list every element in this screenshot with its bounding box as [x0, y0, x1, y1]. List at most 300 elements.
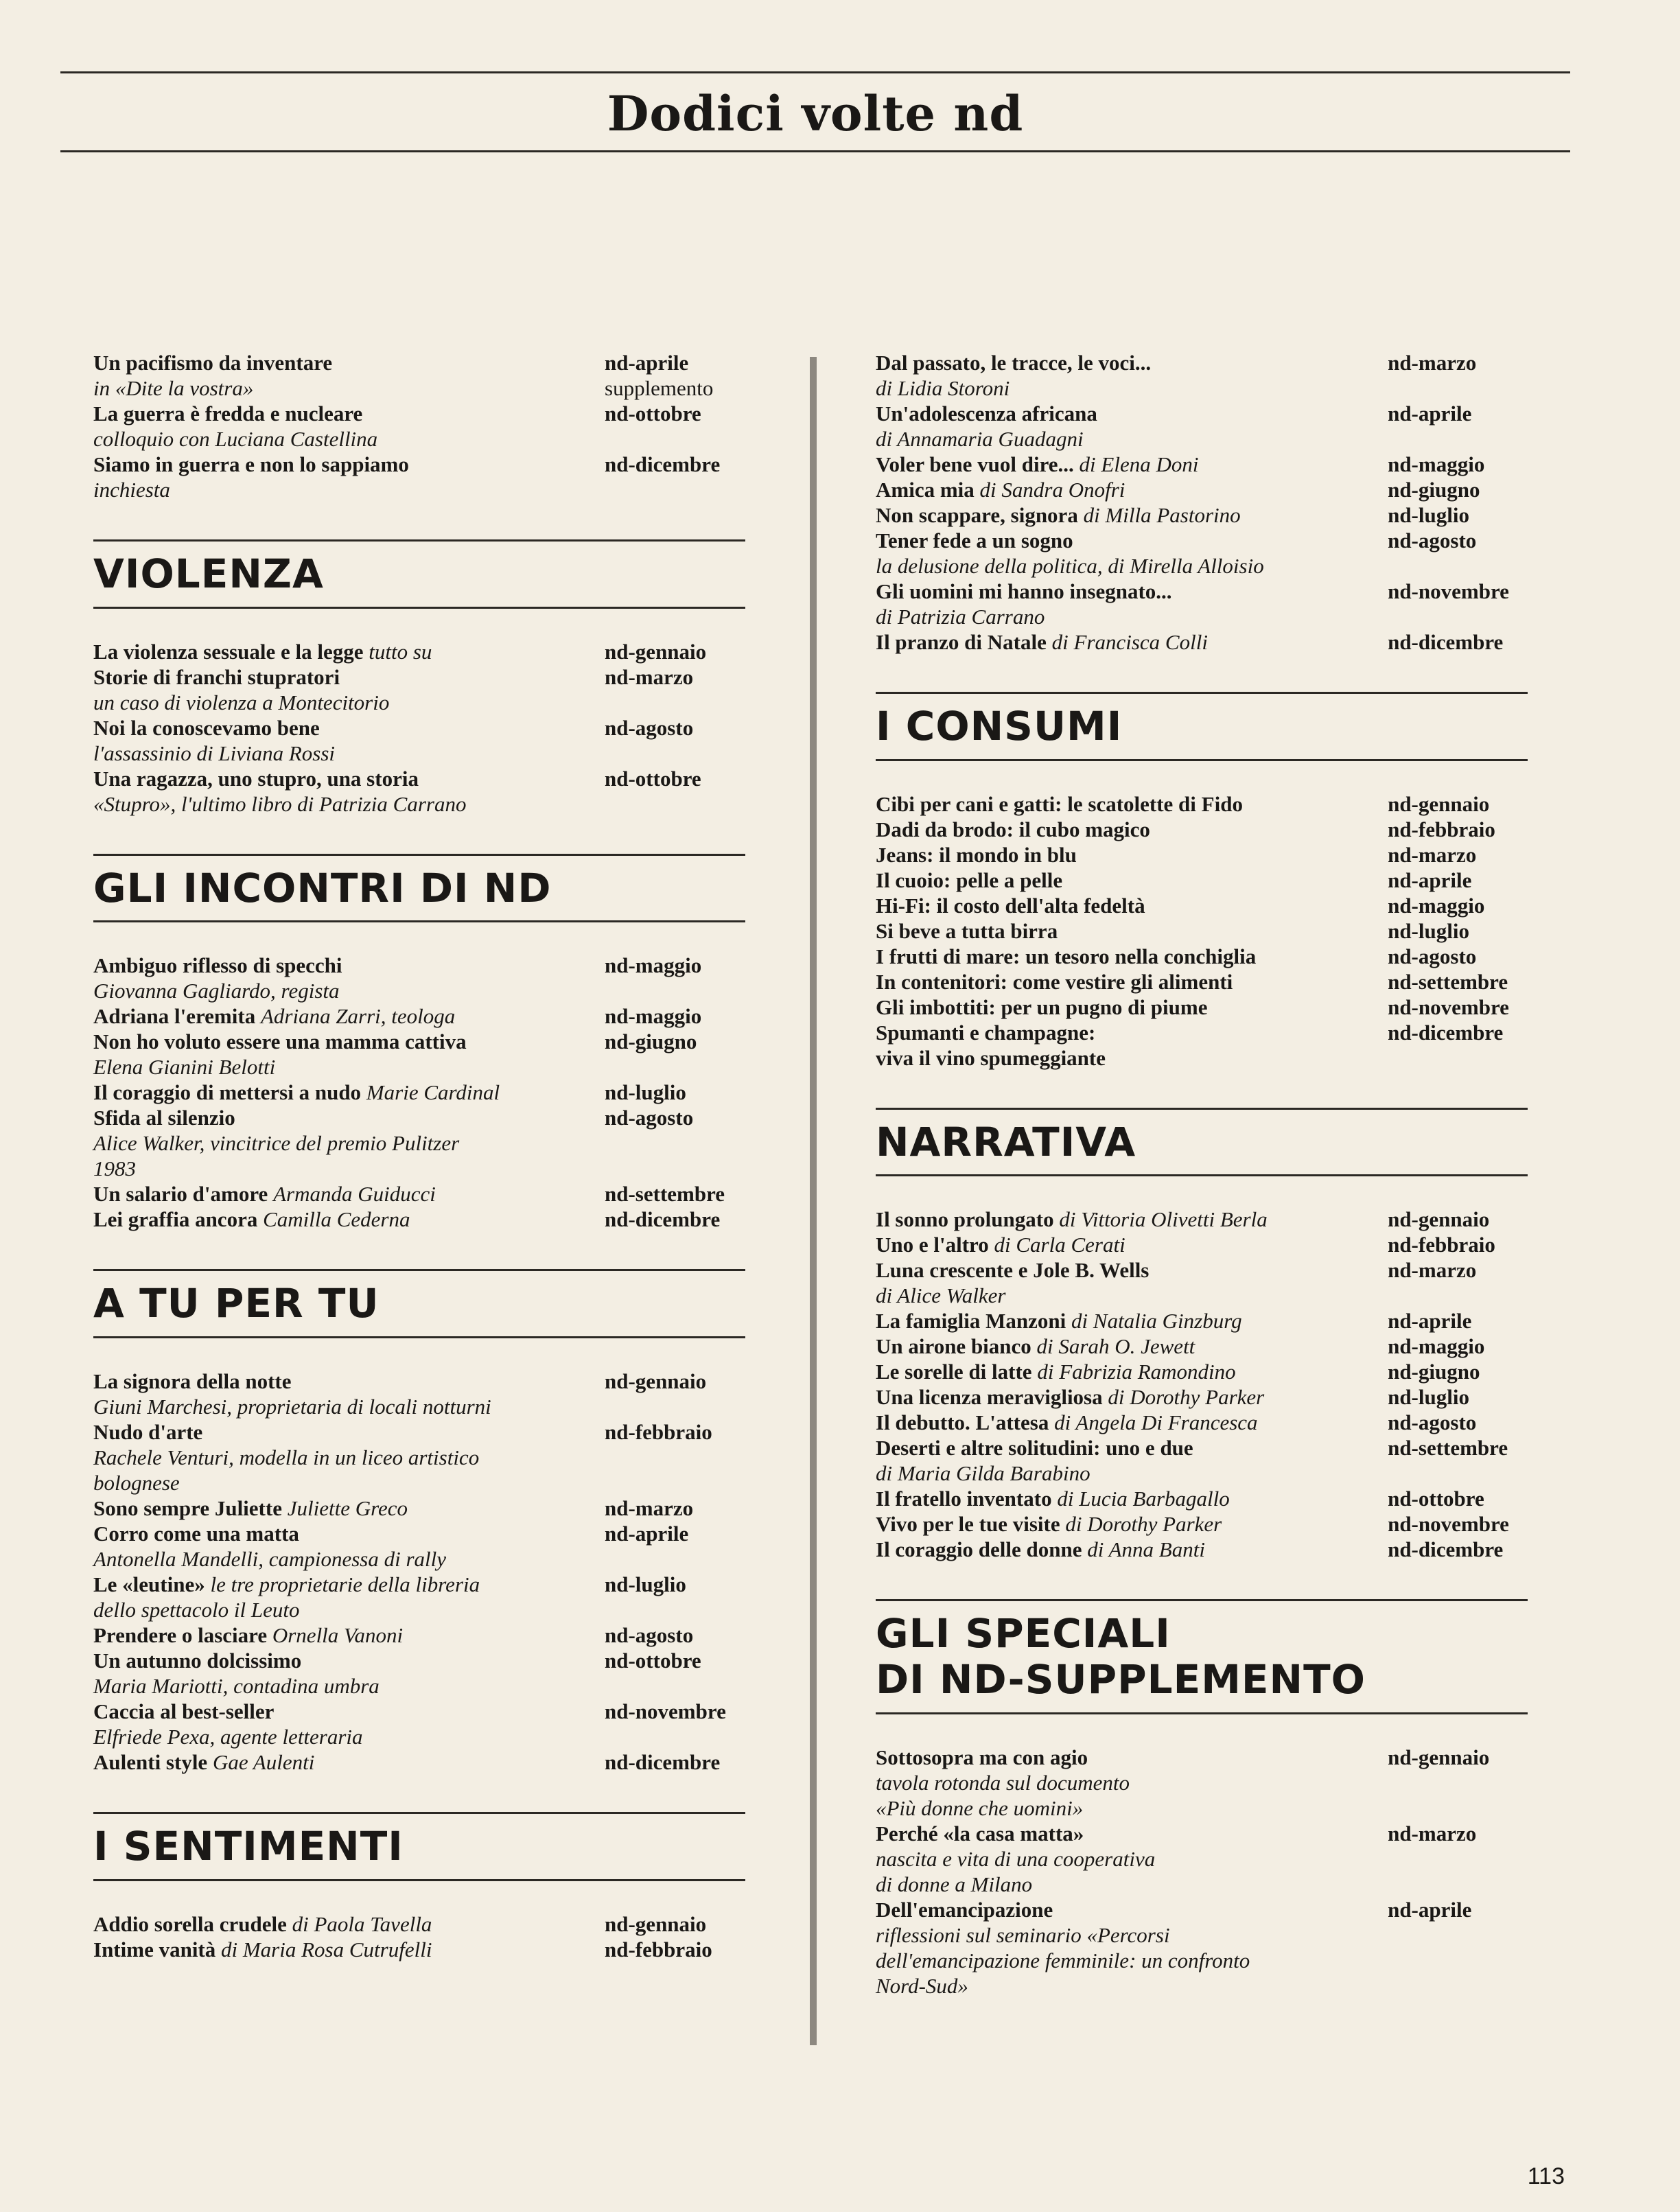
- list-item: [876, 918, 1528, 944]
- issue-month: nd-giugno: [1388, 1360, 1480, 1384]
- issue-month: nd-agosto: [1388, 1410, 1477, 1435]
- entry-title-block: [876, 1435, 1388, 1486]
- issue-month: nd-maggio: [1388, 893, 1485, 918]
- entry-author: tutto su: [369, 639, 432, 664]
- entry-line: Sottosopra ma con agio: [876, 1745, 1088, 1769]
- list-item: [93, 664, 745, 715]
- entry-line: Non ho voluto essere una mamma cattiva: [93, 1029, 467, 1054]
- issue-month: nd-giugno: [605, 1029, 697, 1054]
- section-heading: [876, 1599, 1528, 1714]
- entry-line: Nord-Sud»: [876, 1973, 968, 1998]
- issue-month: nd-marzo: [1388, 1258, 1477, 1283]
- entry-line: Una licenza meravigliosa di Dorothy Parker: [876, 1385, 1265, 1410]
- list-item: [876, 1020, 1528, 1071]
- entry-line: Luna crescente e Jole B. Wells: [876, 1258, 1150, 1283]
- entry-line: inchiesta: [93, 478, 170, 502]
- entry-title-block: [93, 1521, 605, 1572]
- section: [876, 1599, 1528, 1998]
- entry-line: In contenitori: come vestire gli alimenti: [876, 969, 1233, 994]
- entry-line: dello spettacolo il Leuto: [93, 1598, 300, 1622]
- issue-month: nd-maggio: [1388, 452, 1485, 476]
- issue-month: nd-marzo: [605, 1496, 694, 1521]
- issue-month: nd-settembre: [1388, 969, 1508, 994]
- entry-title-block: [876, 1257, 1388, 1308]
- section-title: I SENTIMENTI: [93, 1823, 404, 1870]
- issue-month: nd-febbraio: [605, 1937, 712, 1961]
- entry-line: un caso di violenza a Montecitorio: [93, 690, 390, 714]
- issue-month: nd-maggio: [605, 953, 702, 978]
- entry-line: Le «leutine» le tre proprietarie della libreria: [93, 1572, 480, 1597]
- issue-month: nd-aprile: [605, 1522, 689, 1546]
- issue-month: nd-novembre: [1388, 579, 1509, 603]
- entry-line: Le sorelle di latte di Fabrizia Ramondino: [876, 1360, 1236, 1384]
- list-item: [93, 1699, 745, 1749]
- list-item: [93, 1003, 745, 1029]
- entry-line: La guerra è fredda e nucleare: [93, 401, 363, 426]
- entry-line: Il debutto. L'attesa di Angela Di Francesca: [876, 1410, 1258, 1435]
- page-header: [60, 71, 1570, 152]
- entry-title-block: [93, 715, 605, 766]
- list-item: [876, 1511, 1528, 1537]
- page-title: Dodici volte nd: [607, 85, 1024, 142]
- entry-author: Gae Aulenti: [212, 1750, 315, 1775]
- entry-line: Amica mia di Sandra Onofri: [876, 478, 1125, 502]
- entry-line: Spumanti e champagne:: [876, 1020, 1096, 1045]
- entry-title-block: [876, 1897, 1388, 1999]
- issue-month: nd-ottobre: [605, 766, 701, 791]
- issue-month: nd-febbraio: [1388, 817, 1495, 841]
- entry-line: «Più donne che uomini»: [876, 1795, 1084, 1820]
- issue-month: nd-maggio: [605, 1004, 702, 1029]
- section-title: GLI INCONTRI DI ND: [93, 864, 552, 911]
- entry-line: «Stupro», l'ultimo libro di Patrizia Carrano: [93, 791, 467, 816]
- issue-month: nd-aprile supplemento: [605, 351, 714, 400]
- entry-title-block: [93, 1699, 605, 1749]
- section-title: A TU PER TU: [93, 1280, 380, 1327]
- entry-author: di Anna Banti: [1087, 1537, 1205, 1562]
- entry-author: di Milla Pastorino: [1083, 503, 1241, 527]
- list-item: [93, 1369, 745, 1419]
- entry-line: viva il vino spumeggiante: [876, 1045, 1106, 1070]
- section-heading: [93, 854, 745, 923]
- entry-title-block: [93, 1207, 605, 1232]
- entry-title-block: [93, 1622, 605, 1648]
- list-item: [876, 350, 1528, 401]
- entry-title-block: [876, 1821, 1388, 1897]
- list-item: [876, 817, 1528, 842]
- list-item: [876, 1410, 1528, 1435]
- section: [93, 1812, 745, 1962]
- list-item: [876, 1257, 1528, 1308]
- entry-line: Storie di franchi stupratori: [93, 664, 340, 689]
- entry-title-block: [876, 1207, 1388, 1232]
- entry-line: Lei graffia ancora Camilla Cederna: [93, 1207, 410, 1232]
- list-item: [876, 502, 1528, 528]
- list-item: [93, 1622, 745, 1648]
- entry-line: Cibi per cani e gatti: le scatolette di Fido: [876, 791, 1243, 816]
- list-item: [876, 868, 1528, 893]
- issue-month: nd-febbraio: [1388, 1233, 1495, 1257]
- entry-line: La signora della notte: [93, 1369, 292, 1394]
- entry-line: Dadi da brodo: il cubo magico: [876, 817, 1150, 841]
- entry-line: Si beve a tutta birra: [876, 918, 1058, 943]
- list-item: [93, 1937, 745, 1962]
- entry-line: Perché «la casa matta»: [876, 1821, 1084, 1846]
- section: [93, 1269, 745, 1775]
- list-item: [93, 766, 745, 817]
- entry-author: Juliette Greco: [287, 1496, 408, 1521]
- issue-month: nd-marzo: [605, 664, 694, 689]
- issue-month: nd-settembre: [1388, 1436, 1508, 1460]
- entry-title-block: [876, 1232, 1388, 1257]
- entry-line: Giovanna Gagliardo, regista: [93, 979, 340, 1003]
- entry-author: di Natalia Ginzburg: [1071, 1309, 1242, 1334]
- entry-line: Gli imbottiti: per un pugno di piume: [876, 994, 1208, 1019]
- issue-month: nd-marzo: [1388, 842, 1477, 867]
- entry-author: di Francisca Colli: [1051, 630, 1208, 654]
- entry-line: Aulenti style Gae Aulenti: [93, 1750, 315, 1775]
- issue-month: nd-ottobre: [605, 401, 701, 426]
- issue-month: nd-aprile: [1388, 868, 1472, 892]
- list-item: [876, 893, 1528, 918]
- list-item: [876, 452, 1528, 477]
- entry-title-block: [876, 893, 1388, 918]
- section: [876, 350, 1528, 655]
- entry-title-block: [93, 1572, 605, 1622]
- entry-author: di Sarah O. Jewett: [1036, 1334, 1195, 1359]
- entry-title-block: [93, 953, 605, 1003]
- entry-line: Un'adolescenza africana: [876, 401, 1097, 426]
- issue-month: nd-marzo: [1388, 1821, 1477, 1846]
- list-item: [876, 1486, 1528, 1511]
- entry-title-block: [876, 1334, 1388, 1359]
- entry-line: Gli uomini mi hanno insegnato...: [876, 579, 1172, 603]
- list-item: [876, 1745, 1528, 1821]
- issue-month: nd-gennaio: [1388, 791, 1490, 816]
- list-item: [93, 1181, 745, 1207]
- entry-title-block: [876, 842, 1388, 868]
- entry-line: Sfida al silenzio: [93, 1106, 235, 1130]
- section-title: VIOLENZA: [93, 550, 324, 597]
- entry-line: Adriana l'eremita Adriana Zarri, teologa: [93, 1004, 456, 1029]
- entry-title-block: [876, 477, 1388, 502]
- entry-line: Tener fede a un sogno: [876, 528, 1073, 552]
- issue-month: nd-gennaio: [1388, 1207, 1490, 1232]
- section-heading: [93, 1812, 745, 1881]
- list-item: [876, 401, 1528, 452]
- entry-title-block: [93, 1937, 605, 1962]
- issue-month: nd-marzo: [1388, 351, 1477, 375]
- issue-month: nd-aprile: [1388, 1309, 1472, 1334]
- section-title: GLI SPECIALI: [876, 1610, 1171, 1657]
- list-item: [93, 1521, 745, 1572]
- page-number: 113: [1527, 2163, 1565, 2189]
- entry-title-block: [876, 1384, 1388, 1410]
- entry-author: Adriana Zarri, teologa: [260, 1004, 456, 1029]
- left-column: [93, 350, 745, 1962]
- column-divider: [810, 357, 817, 2045]
- entry-line: Addio sorella crudele di Paola Tavella: [93, 1911, 432, 1936]
- list-item: [93, 401, 745, 452]
- entry-author: le tre proprietarie della libreria: [210, 1572, 480, 1597]
- entry-line: Noi la conoscevamo bene: [93, 715, 320, 740]
- entry-line: Jeans: il mondo in blu: [876, 842, 1077, 867]
- entry-line: La violenza sessuale e la legge tutto su: [93, 639, 432, 664]
- entry-line: Corro come una matta: [93, 1522, 299, 1546]
- entry-title-block: [876, 1308, 1388, 1334]
- issue-month: nd-settembre: [605, 1182, 725, 1207]
- entry-author: Armanda Guiducci: [273, 1182, 436, 1207]
- entry-author: di Angela Di Francesca: [1054, 1410, 1258, 1435]
- entry-line: Ambiguo riflesso di specchi: [93, 953, 342, 978]
- entry-line: Siamo in guerra e non lo sappiamo: [93, 452, 409, 476]
- issue-month: nd-ottobre: [1388, 1487, 1484, 1511]
- issue-month: nd-dicembre: [605, 1750, 721, 1775]
- entry-title-block: [876, 1537, 1388, 1562]
- list-item: [93, 1495, 745, 1521]
- entry-line: Dell'emancipazione: [876, 1897, 1053, 1922]
- entry-line: Il coraggio delle donne di Anna Banti: [876, 1537, 1205, 1562]
- list-item: [93, 1080, 745, 1105]
- entry-line: Prendere o lasciare Ornella Vanoni: [93, 1623, 404, 1648]
- entry-line: Elena Gianini Belotti: [93, 1055, 276, 1080]
- entry-title-block: [876, 1359, 1388, 1384]
- issue-month: nd-luglio: [605, 1572, 686, 1597]
- entry-title-block: [876, 918, 1388, 944]
- issue-month: nd-agosto: [605, 1106, 694, 1130]
- issue-month: nd-aprile: [1388, 401, 1472, 426]
- list-item: [876, 1384, 1528, 1410]
- list-item: [876, 944, 1528, 969]
- list-item: [876, 1359, 1528, 1384]
- entry-title-block: [876, 791, 1388, 817]
- entry-line: Nudo d'arte: [93, 1420, 203, 1445]
- entry-line: Il pranzo di Natale di Francisca Colli: [876, 630, 1208, 654]
- list-item: [876, 1897, 1528, 1999]
- entry-author: Ornella Vanoni: [272, 1623, 404, 1648]
- entry-title-block: [93, 766, 605, 817]
- issue-month: nd-dicembre: [605, 452, 721, 476]
- section-heading: [876, 1108, 1528, 1177]
- entry-title-block: [876, 1020, 1388, 1071]
- issue-month: nd-agosto: [1388, 944, 1477, 968]
- section: [876, 1108, 1528, 1563]
- entry-line: Antonella Mandelli, campionessa di rally: [93, 1547, 447, 1572]
- entry-author: di Fabrizia Ramondino: [1037, 1360, 1236, 1384]
- list-item: [93, 1207, 745, 1232]
- entry-title-block: [876, 502, 1388, 528]
- entry-title-block: [876, 868, 1388, 893]
- entry-line: Voler bene vuol dire... di Elena Doni: [876, 452, 1199, 476]
- section: [93, 539, 745, 817]
- entry-title-block: [93, 664, 605, 715]
- entry-title-block: [93, 1495, 605, 1521]
- entry-author: Camilla Cederna: [263, 1207, 410, 1232]
- entry-line: tavola rotonda sul documento: [876, 1770, 1130, 1795]
- list-item: [93, 1648, 745, 1699]
- issue-month: nd-luglio: [1388, 1385, 1469, 1410]
- entry-line: Maria Mariotti, contadina umbra: [93, 1674, 380, 1699]
- issue-month: nd-gennaio: [605, 1369, 707, 1394]
- entry-line: Alice Walker, vincitrice del premio Pulitzer: [93, 1131, 460, 1156]
- list-item: [876, 1435, 1528, 1486]
- entry-title-block: [93, 1369, 605, 1419]
- issue-month: nd-dicembre: [1388, 1537, 1504, 1562]
- section-title: I CONSUMI: [876, 703, 1123, 749]
- entry-line: dell'emancipazione femminile: un confronto: [876, 1948, 1250, 1972]
- issue-month: nd-luglio: [1388, 918, 1469, 943]
- entry-line: Elfriede Pexa, agente letteraria: [93, 1725, 363, 1749]
- entry-line: Una ragazza, uno stupro, una storia: [93, 766, 419, 791]
- list-item: [93, 953, 745, 1003]
- entry-line: di Maria Gilda Barabino: [876, 1461, 1090, 1486]
- list-item: [876, 629, 1528, 655]
- entry-title-block: [93, 639, 605, 664]
- entry-author: di Dorothy Parker: [1108, 1385, 1265, 1410]
- entry-title-block: [93, 1080, 605, 1105]
- entry-title-block: [93, 1181, 605, 1207]
- entry-title-block: [93, 1419, 605, 1495]
- list-item: [876, 791, 1528, 817]
- entry-line: bolognese: [93, 1471, 180, 1495]
- entry-line: Non scappare, signora di Milla Pastorino: [876, 503, 1241, 527]
- entry-title-block: [876, 629, 1388, 655]
- list-item: [93, 1749, 745, 1775]
- entry-line: 1983: [93, 1156, 136, 1181]
- list-item: [876, 1232, 1528, 1257]
- entry-line: Il coraggio di mettersi a nudo Marie Cardinal: [93, 1080, 500, 1105]
- entry-line: Il cuoio: pelle a pelle: [876, 868, 1063, 892]
- entry-line: La famiglia Manzoni di Natalia Ginzburg: [876, 1309, 1242, 1334]
- section: [93, 854, 745, 1233]
- entry-line: Deserti e altre solitudini: uno e due: [876, 1436, 1193, 1460]
- list-item: [876, 528, 1528, 579]
- list-item: [876, 579, 1528, 629]
- entry-line: di Lidia Storoni: [876, 376, 1010, 400]
- entry-author: di Maria Rosa Cutrufelli: [221, 1937, 432, 1961]
- entry-title-block: [93, 1648, 605, 1699]
- entry-title-block: [93, 1105, 605, 1181]
- entry-title-block: [876, 1486, 1388, 1511]
- issue-month: nd-agosto: [605, 1623, 694, 1648]
- issue-month: nd-febbraio: [605, 1420, 712, 1445]
- entry-line: Il fratello inventato di Lucia Barbagallo: [876, 1487, 1230, 1511]
- entry-title-block: [876, 969, 1388, 994]
- issue-month: nd-novembre: [1388, 1512, 1509, 1537]
- entry-title-block: [876, 401, 1388, 452]
- entry-title-block: [876, 817, 1388, 842]
- entry-author: di Dorothy Parker: [1065, 1512, 1222, 1537]
- entry-author: di Elena Doni: [1079, 452, 1199, 476]
- section-heading: [876, 692, 1528, 761]
- entry-author: di Vittoria Olivetti Berla: [1059, 1207, 1268, 1232]
- list-item: [876, 477, 1528, 502]
- entry-line: di Patrizia Carrano: [876, 605, 1045, 629]
- entry-title-block: [876, 1511, 1388, 1537]
- list-item: [876, 1334, 1528, 1359]
- entry-line: Caccia al best-seller: [93, 1699, 275, 1724]
- issue-month: nd-luglio: [1388, 503, 1469, 527]
- entry-line: Dal passato, le tracce, le voci...: [876, 351, 1152, 375]
- entry-title-block: [876, 452, 1388, 477]
- issue-month: nd-dicembre: [605, 1207, 721, 1232]
- issue-month: nd-agosto: [605, 715, 694, 740]
- list-item: [93, 350, 745, 401]
- issue-month: nd-gennaio: [605, 639, 707, 664]
- entry-line: di Alice Walker: [876, 1283, 1006, 1308]
- entry-line: l'assassinio di Liviana Rossi: [93, 741, 335, 765]
- list-item: [876, 1207, 1528, 1232]
- issue-month: nd-gennaio: [605, 1911, 707, 1936]
- entry-line: Rachele Venturi, modella in un liceo artistico: [93, 1445, 480, 1470]
- entry-line: di Annamaria Guadagni: [876, 427, 1084, 451]
- right-column: [876, 350, 1528, 1999]
- entry-title-block: [93, 452, 605, 502]
- list-item: [876, 1821, 1528, 1897]
- entry-title-block: [876, 994, 1388, 1020]
- list-item: [876, 1537, 1528, 1562]
- list-item: [876, 1308, 1528, 1334]
- section-heading: [93, 539, 745, 609]
- entry-title-block: [876, 350, 1388, 401]
- list-item: [93, 715, 745, 766]
- entry-line: Un pacifismo da inventare: [93, 351, 333, 375]
- entry-title-block: [876, 579, 1388, 629]
- entry-line: Vivo per le tue visite di Dorothy Parker: [876, 1512, 1222, 1537]
- entry-title-block: [876, 528, 1388, 579]
- header-rule-top: [60, 71, 1570, 73]
- entry-title-block: [876, 1410, 1388, 1435]
- section: [876, 692, 1528, 1071]
- entry-author: Marie Cardinal: [366, 1080, 500, 1105]
- issue-month: nd-agosto: [1388, 528, 1477, 552]
- issue-month: nd-giugno: [1388, 478, 1480, 502]
- header-rule-bottom: [60, 150, 1570, 152]
- entry-title-block: [876, 1745, 1388, 1821]
- list-item: [93, 1572, 745, 1622]
- entry-line: I frutti di mare: un tesoro nella conchiglia: [876, 944, 1257, 968]
- entry-title-block: [93, 1003, 605, 1029]
- entry-line: Il sonno prolungato di Vittoria Olivetti Berla: [876, 1207, 1268, 1232]
- entry-title-block: [93, 1749, 605, 1775]
- issue-month: nd-novembre: [605, 1699, 726, 1724]
- entry-title-block: [93, 1911, 605, 1937]
- list-item: [93, 1105, 745, 1181]
- entry-title-block: [876, 944, 1388, 969]
- list-item: [93, 1911, 745, 1937]
- section-title: NARRATIVA: [876, 1118, 1136, 1165]
- entry-line: di donne a Milano: [876, 1872, 1033, 1896]
- entry-line: in «Dite la vostra»: [93, 376, 254, 400]
- entry-line: Giuni Marchesi, proprietaria di locali notturni: [93, 1395, 491, 1419]
- issue-month: nd-luglio: [605, 1080, 686, 1105]
- entry-line: Un salario d'amore Armanda Guiducci: [93, 1182, 436, 1207]
- entry-author: di Sandra Onofri: [979, 478, 1125, 502]
- issue-month: nd-gennaio: [1388, 1745, 1490, 1769]
- list-item: [876, 842, 1528, 868]
- entry-line: Uno e l'altro di Carla Cerati: [876, 1233, 1125, 1257]
- section-title: DI ND-SUPPLEMENTO: [876, 1656, 1366, 1703]
- issue-month: nd-aprile: [1388, 1897, 1472, 1922]
- entry-author: di Paola Tavella: [292, 1911, 432, 1936]
- list-item: [93, 639, 745, 664]
- list-item: [93, 452, 745, 502]
- issue-month: nd-novembre: [1388, 994, 1509, 1019]
- issue-month: nd-dicembre: [1388, 630, 1504, 654]
- entry-title-block: [93, 1029, 605, 1080]
- entry-line: Un autunno dolcissimo: [93, 1649, 302, 1673]
- entry-line: nascita e vita di una cooperativa: [876, 1846, 1156, 1871]
